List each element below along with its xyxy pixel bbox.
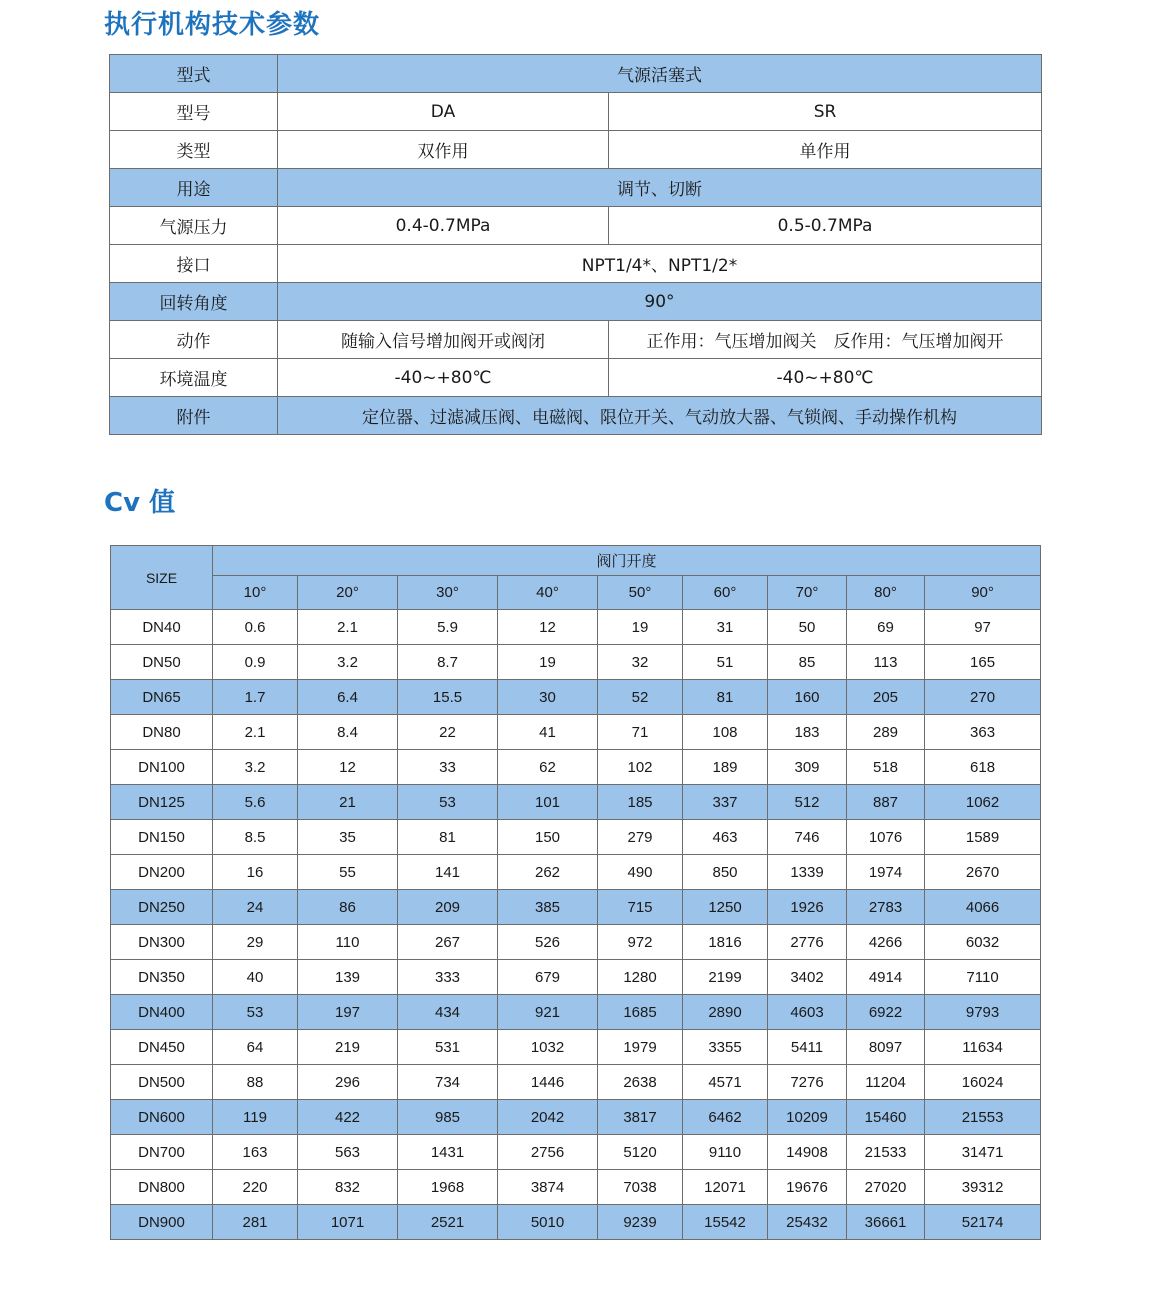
cv-value-cell: 15.5 [398,680,498,715]
table-row [111,1100,1041,1135]
cv-value-cell: 165 [925,645,1041,680]
cv-value-cell: 279 [598,820,683,855]
cv-value-cell: 2521 [398,1205,498,1240]
cv-value-cell: 1926 [768,890,847,925]
cv-value-cell: 850 [683,855,768,890]
size-cell: DN500 [111,1065,213,1100]
spec-value: 90° [278,283,1042,321]
spec-row [110,93,1042,131]
cv-value-cell: 1589 [925,820,1041,855]
size-cell: DN300 [111,925,213,960]
table-row [111,1135,1041,1170]
cv-value-cell: 19 [598,610,683,645]
cv-value-cell: 8097 [847,1030,925,1065]
table-row [111,960,1041,995]
cv-value-cell: 22 [398,715,498,750]
table-row [111,1205,1041,1240]
cv-value-cell: 35 [298,820,398,855]
angle-header: 70° [768,576,847,610]
cv-value-cell: 52 [598,680,683,715]
cv-value-cell: 5.9 [398,610,498,645]
angle-header: 20° [298,576,398,610]
cv-value-cell: 29 [213,925,298,960]
cv-value-cell: 2756 [498,1135,598,1170]
table-row [111,855,1041,890]
cv-value-cell: 50 [768,610,847,645]
cv-value-cell: 8.4 [298,715,398,750]
cv-value-cell: 11634 [925,1030,1041,1065]
cv-value-cell: 1032 [498,1030,598,1065]
spec-row [110,55,1042,93]
cv-value-cell: 101 [498,785,598,820]
cv-value-cell: 262 [498,855,598,890]
cv-value-cell: 363 [925,715,1041,750]
spec-value: 定位器、过滤减压阀、电磁阀、限位开关、气动放大器、气锁阀、手动操作机构 [278,397,1042,435]
cv-value-cell: 205 [847,680,925,715]
cv-value-cell: 119 [213,1100,298,1135]
spec-label: 类型 [110,131,278,169]
cv-value-cell: 333 [398,960,498,995]
cv-value-cell: 563 [298,1135,398,1170]
cv-value-cell: 219 [298,1030,398,1065]
cv-value-cell: 6032 [925,925,1041,960]
cv-value-cell: 81 [398,820,498,855]
cv-value-cell: 734 [398,1065,498,1100]
cv-value-cell: 139 [298,960,398,995]
cv-value-cell: 9793 [925,995,1041,1030]
cv-value-cell: 434 [398,995,498,1030]
cv-value-cell: 3.2 [213,750,298,785]
spec-value: 双作用 [278,131,609,169]
spec-row [110,207,1042,245]
cv-value-cell: 309 [768,750,847,785]
cv-value-cell: 10209 [768,1100,847,1135]
cv-value-cell: 4603 [768,995,847,1030]
cv-value-cell: 3355 [683,1030,768,1065]
size-cell: DN40 [111,610,213,645]
cv-value-cell: 108 [683,715,768,750]
cv-value-cell: 289 [847,715,925,750]
table-row [111,715,1041,750]
cv-value-cell: 220 [213,1170,298,1205]
cv-value-cell: 7276 [768,1065,847,1100]
angle-header: 60° [683,576,768,610]
cv-value-cell: 1250 [683,890,768,925]
table-row [111,1170,1041,1205]
size-cell: DN250 [111,890,213,925]
angle-header: 30° [398,576,498,610]
cv-value-cell: 150 [498,820,598,855]
table-row [111,820,1041,855]
cv-value-cell: 0.6 [213,610,298,645]
cv-value-cell: 25432 [768,1205,847,1240]
cv-value-cell: 160 [768,680,847,715]
cv-value-cell: 4571 [683,1065,768,1100]
cv-value-cell: 64 [213,1030,298,1065]
cv-value-cell: 8.7 [398,645,498,680]
cv-value-cell: 41 [498,715,598,750]
spec-value: 0.5-0.7MPa [609,207,1042,245]
spec-value: NPT1/4*、NPT1/2* [278,245,1042,283]
cv-value-cell: 4266 [847,925,925,960]
cv-value-cell: 1.7 [213,680,298,715]
cv-value-cell: 6462 [683,1100,768,1135]
angle-header: 90° [925,576,1041,610]
cv-value-cell: 15460 [847,1100,925,1135]
cv-value-cell: 337 [683,785,768,820]
cv-value-cell: 5120 [598,1135,683,1170]
cv-value-cell: 618 [925,750,1041,785]
cv-value-cell: 53 [398,785,498,820]
cv-value-cell: 4066 [925,890,1041,925]
cv-value-cell: 12071 [683,1170,768,1205]
cv-value-cell: 71 [598,715,683,750]
cv-value-cell: 2776 [768,925,847,960]
cv-value-cell: 2670 [925,855,1041,890]
cv-value-cell: 746 [768,820,847,855]
cv-value-cell: 1431 [398,1135,498,1170]
cv-value-cell: 52174 [925,1205,1041,1240]
cv-value-cell: 14908 [768,1135,847,1170]
cv-value-cell: 62 [498,750,598,785]
cv-value-cell: 1974 [847,855,925,890]
table-row [111,890,1041,925]
cv-value-cell: 21553 [925,1100,1041,1135]
cv-value-cell: 270 [925,680,1041,715]
size-cell: DN150 [111,820,213,855]
cv-value-cell: 183 [768,715,847,750]
cv-value-cell: 21533 [847,1135,925,1170]
spec-value: 随输入信号增加阀开或阀闭 [278,321,609,359]
cv-value-cell: 113 [847,645,925,680]
spec-label: 回转角度 [110,283,278,321]
cv-value-cell: 2783 [847,890,925,925]
cv-value-cell: 185 [598,785,683,820]
cv-value-cell: 921 [498,995,598,1030]
cv-value-cell: 1446 [498,1065,598,1100]
actuator-spec-table [109,54,1042,435]
valve-opening-header: 阀门开度 [213,546,1041,576]
spec-row [110,169,1042,207]
cv-value-cell: 1339 [768,855,847,890]
cv-value-cell: 19 [498,645,598,680]
cv-value-cell: 0.9 [213,645,298,680]
spec-value: 0.4-0.7MPa [278,207,609,245]
cv-value-cell: 21 [298,785,398,820]
cv-value-cell: 972 [598,925,683,960]
section-title-actuator-specs: 执行机构技术参数 [104,10,321,40]
size-cell: DN65 [111,680,213,715]
cv-value-cell: 85 [768,645,847,680]
cv-value-cell: 15542 [683,1205,768,1240]
table-row [111,1065,1041,1100]
cv-value-cell: 6922 [847,995,925,1030]
table-row [111,680,1041,715]
cv-value-cell: 1076 [847,820,925,855]
table-row [111,1030,1041,1065]
cv-value-cell: 7038 [598,1170,683,1205]
cv-value-cell: 163 [213,1135,298,1170]
size-cell: DN450 [111,1030,213,1065]
cv-value-cell: 51 [683,645,768,680]
size-cell: DN700 [111,1135,213,1170]
angle-header: 40° [498,576,598,610]
cv-value-cell: 12 [498,610,598,645]
cv-value-cell: 526 [498,925,598,960]
cv-value-cell: 531 [398,1030,498,1065]
spec-value: -40~+80℃ [278,359,609,397]
table-row [111,750,1041,785]
cv-value-cell: 86 [298,890,398,925]
cv-value-cell: 40 [213,960,298,995]
cv-value-cell: 11204 [847,1065,925,1100]
size-cell: DN80 [111,715,213,750]
cv-value-cell: 267 [398,925,498,960]
cv-value-cell: 32 [598,645,683,680]
spec-value: DA [278,93,609,131]
spec-label: 动作 [110,321,278,359]
angle-header: 10° [213,576,298,610]
table-row [111,610,1041,645]
cv-value-cell: 422 [298,1100,398,1135]
cv-value-cell: 4914 [847,960,925,995]
cv-value-cell: 53 [213,995,298,1030]
cv-value-cell: 1968 [398,1170,498,1205]
cv-value-cell: 9239 [598,1205,683,1240]
spec-label: 用途 [110,169,278,207]
spec-row [110,283,1042,321]
spec-value: 单作用 [609,131,1042,169]
table-row [111,995,1041,1030]
spec-row [110,397,1042,435]
spec-row [110,131,1042,169]
cv-value-cell: 189 [683,750,768,785]
spec-value: 气源活塞式 [278,55,1042,93]
cv-value-cell: 8.5 [213,820,298,855]
cv-value-cell: 5.6 [213,785,298,820]
size-cell: DN125 [111,785,213,820]
size-cell: DN50 [111,645,213,680]
spec-row [110,321,1042,359]
angle-header: 80° [847,576,925,610]
cv-value-cell: 1685 [598,995,683,1030]
cv-value-cell: 2199 [683,960,768,995]
cv-value-cell: 36661 [847,1205,925,1240]
cv-value-cell: 1816 [683,925,768,960]
cv-value-cell: 1979 [598,1030,683,1065]
cv-header-row [111,546,1041,576]
spec-label: 气源压力 [110,207,278,245]
cv-value-cell: 12 [298,750,398,785]
cv-value-cell: 110 [298,925,398,960]
size-cell: DN200 [111,855,213,890]
cv-value-cell: 1071 [298,1205,398,1240]
cv-value-cell: 7110 [925,960,1041,995]
angle-header-row [111,576,1041,610]
spec-value: SR [609,93,1042,131]
cv-value-cell: 679 [498,960,598,995]
cv-value-cell: 141 [398,855,498,890]
cv-value-cell: 2.1 [298,610,398,645]
cv-value-cell: 97 [925,610,1041,645]
cv-value-cell: 3817 [598,1100,683,1135]
cv-value-cell: 31471 [925,1135,1041,1170]
cv-value-cell: 985 [398,1100,498,1135]
spec-label: 型号 [110,93,278,131]
cv-value-cell: 490 [598,855,683,890]
cv-value-cell: 69 [847,610,925,645]
cv-value-cell: 518 [847,750,925,785]
cv-value-cell: 463 [683,820,768,855]
cv-value-table [110,545,1041,1240]
size-cell: DN900 [111,1205,213,1240]
cv-value-cell: 3.2 [298,645,398,680]
cv-value-cell: 3402 [768,960,847,995]
size-cell: DN800 [111,1170,213,1205]
size-header: SIZE [111,546,213,610]
cv-value-cell: 2.1 [213,715,298,750]
cv-value-cell: 9110 [683,1135,768,1170]
cv-value-cell: 55 [298,855,398,890]
cv-value-cell: 385 [498,890,598,925]
cv-value-cell: 512 [768,785,847,820]
cv-value-cell: 88 [213,1065,298,1100]
spec-label: 型式 [110,55,278,93]
spec-row [110,245,1042,283]
cv-value-cell: 16024 [925,1065,1041,1100]
cv-value-cell: 31 [683,610,768,645]
cv-value-cell: 39312 [925,1170,1041,1205]
spec-value: 正作用：气压增加阀关 反作用：气压增加阀开 [609,321,1042,359]
size-cell: DN400 [111,995,213,1030]
cv-value-cell: 1062 [925,785,1041,820]
cv-value-cell: 16 [213,855,298,890]
table-row [111,925,1041,960]
cv-value-cell: 832 [298,1170,398,1205]
table-row [111,785,1041,820]
cv-value-cell: 19676 [768,1170,847,1205]
spec-row [110,359,1042,397]
size-cell: DN600 [111,1100,213,1135]
cv-value-cell: 6.4 [298,680,398,715]
cv-value-cell: 3874 [498,1170,598,1205]
cv-value-cell: 27020 [847,1170,925,1205]
spec-value: 调节、切断 [278,169,1042,207]
cv-value-cell: 5411 [768,1030,847,1065]
cv-value-cell: 209 [398,890,498,925]
cv-value-cell: 887 [847,785,925,820]
size-cell: DN350 [111,960,213,995]
table-row [111,645,1041,680]
cv-value-cell: 33 [398,750,498,785]
cv-value-cell: 1280 [598,960,683,995]
cv-value-cell: 5010 [498,1205,598,1240]
spec-label: 接口 [110,245,278,283]
cv-value-cell: 197 [298,995,398,1030]
size-cell: DN100 [111,750,213,785]
cv-value-cell: 281 [213,1205,298,1240]
cv-value-cell: 715 [598,890,683,925]
section-title-cv-values: Cv 值 [104,488,176,518]
cv-value-cell: 2042 [498,1100,598,1135]
cv-value-cell: 30 [498,680,598,715]
spec-label: 环境温度 [110,359,278,397]
cv-value-cell: 102 [598,750,683,785]
cv-value-cell: 2890 [683,995,768,1030]
cv-value-cell: 296 [298,1065,398,1100]
spec-value: -40~+80℃ [609,359,1042,397]
spec-label: 附件 [110,397,278,435]
cv-value-cell: 24 [213,890,298,925]
cv-value-cell: 81 [683,680,768,715]
cv-value-cell: 2638 [598,1065,683,1100]
angle-header: 50° [598,576,683,610]
